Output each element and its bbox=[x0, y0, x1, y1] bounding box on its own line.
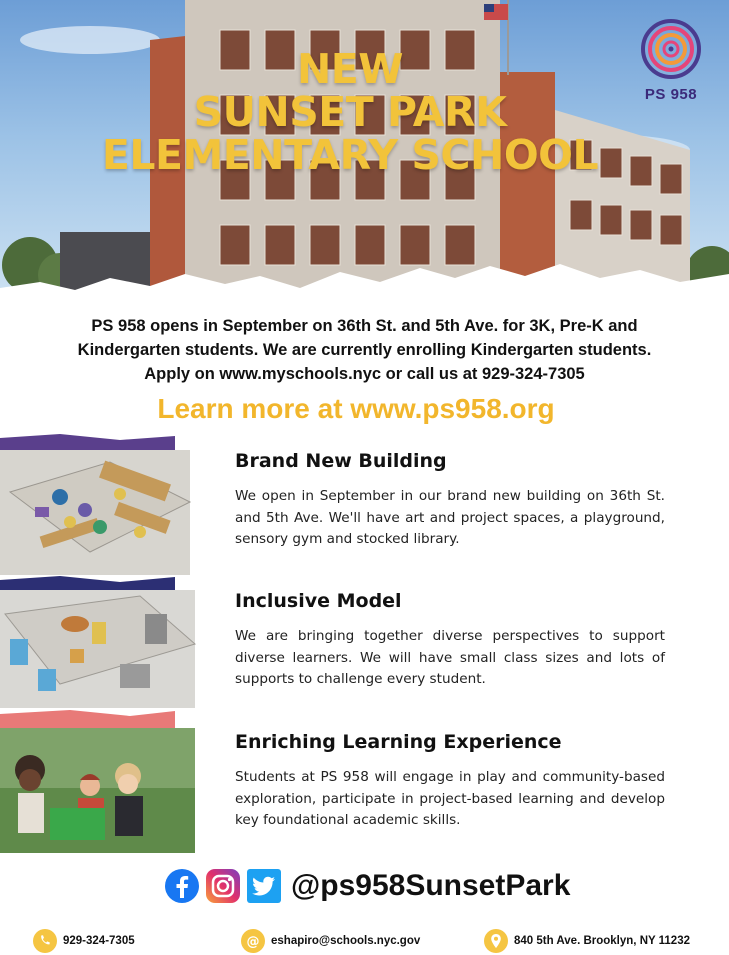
page-title bbox=[30, 45, 670, 179]
feature-title: Inclusive Model bbox=[235, 590, 402, 612]
twitter-icon[interactable] bbox=[246, 868, 282, 904]
intro-line: Kindergarten students. We are currently enrolling Kindergarten students. bbox=[77, 341, 652, 359]
feature-body: We open in September in our brand new building on 36th St. and 5th Ave. We'll have art and project spaces, a playground, sensory gym and stocked library. bbox=[235, 488, 665, 547]
feature-body: We are bringing together diverse perspectives to support diverse learners. We will have small class sizes and lots of supports to challenge every student. bbox=[235, 628, 665, 687]
feature-title: Brand New Building bbox=[235, 450, 447, 472]
feature-inclusive-model bbox=[235, 590, 665, 691]
address-text: 840 5th Ave. Brooklyn, NY 11232 bbox=[514, 935, 690, 947]
contact-email[interactable] bbox=[241, 928, 420, 954]
learning-space-rendering-image bbox=[0, 574, 200, 709]
classroom-rendering-image bbox=[0, 432, 200, 577]
contact-address[interactable] bbox=[484, 928, 690, 954]
phone-icon bbox=[33, 929, 57, 953]
social-media-bar bbox=[164, 866, 570, 906]
children-playing-photo bbox=[0, 708, 200, 853]
feature-body: Students at PS 958 will engage in play and community-based exploration, participate in project-based learning and develop key foundational academic skills. bbox=[235, 769, 665, 828]
instagram-icon[interactable] bbox=[205, 868, 241, 904]
at-sign-icon bbox=[241, 929, 265, 953]
intro-text bbox=[0, 314, 729, 386]
contact-phone[interactable] bbox=[33, 928, 135, 954]
logo-text: PS 958 bbox=[644, 86, 698, 103]
torn-paper-edge bbox=[0, 238, 729, 305]
location-pin-icon bbox=[484, 929, 508, 953]
intro-line: PS 958 opens in September on 36th St. and 5th Ave. for 3K, Pre-K and bbox=[91, 317, 638, 335]
logo-swirl-icon bbox=[640, 18, 702, 80]
school-logo bbox=[636, 18, 706, 110]
feature-title: Enriching Learning Experience bbox=[235, 731, 562, 753]
title-line: ELEMENTARY SCHOOL bbox=[101, 131, 599, 179]
intro-line: Apply on www.myschools.nyc or call us at 929-324-7305 bbox=[144, 365, 585, 383]
hero-banner bbox=[0, 0, 729, 305]
feature-enriching-learning bbox=[235, 731, 665, 832]
feature-brand-new-building bbox=[235, 450, 665, 551]
title-line: SUNSET PARK bbox=[193, 88, 507, 136]
social-handle[interactable]: @ps958SunsetPark bbox=[291, 869, 571, 902]
email-text: eshapiro@schools.nyc.gov bbox=[271, 935, 421, 947]
title-line: NEW bbox=[296, 45, 404, 93]
phone-text: 929-324-7305 bbox=[63, 935, 135, 947]
svg-text:@: @ bbox=[246, 934, 260, 950]
facebook-icon[interactable] bbox=[164, 868, 200, 904]
learn-more-link[interactable]: Learn more at www.ps958.org bbox=[157, 393, 555, 424]
